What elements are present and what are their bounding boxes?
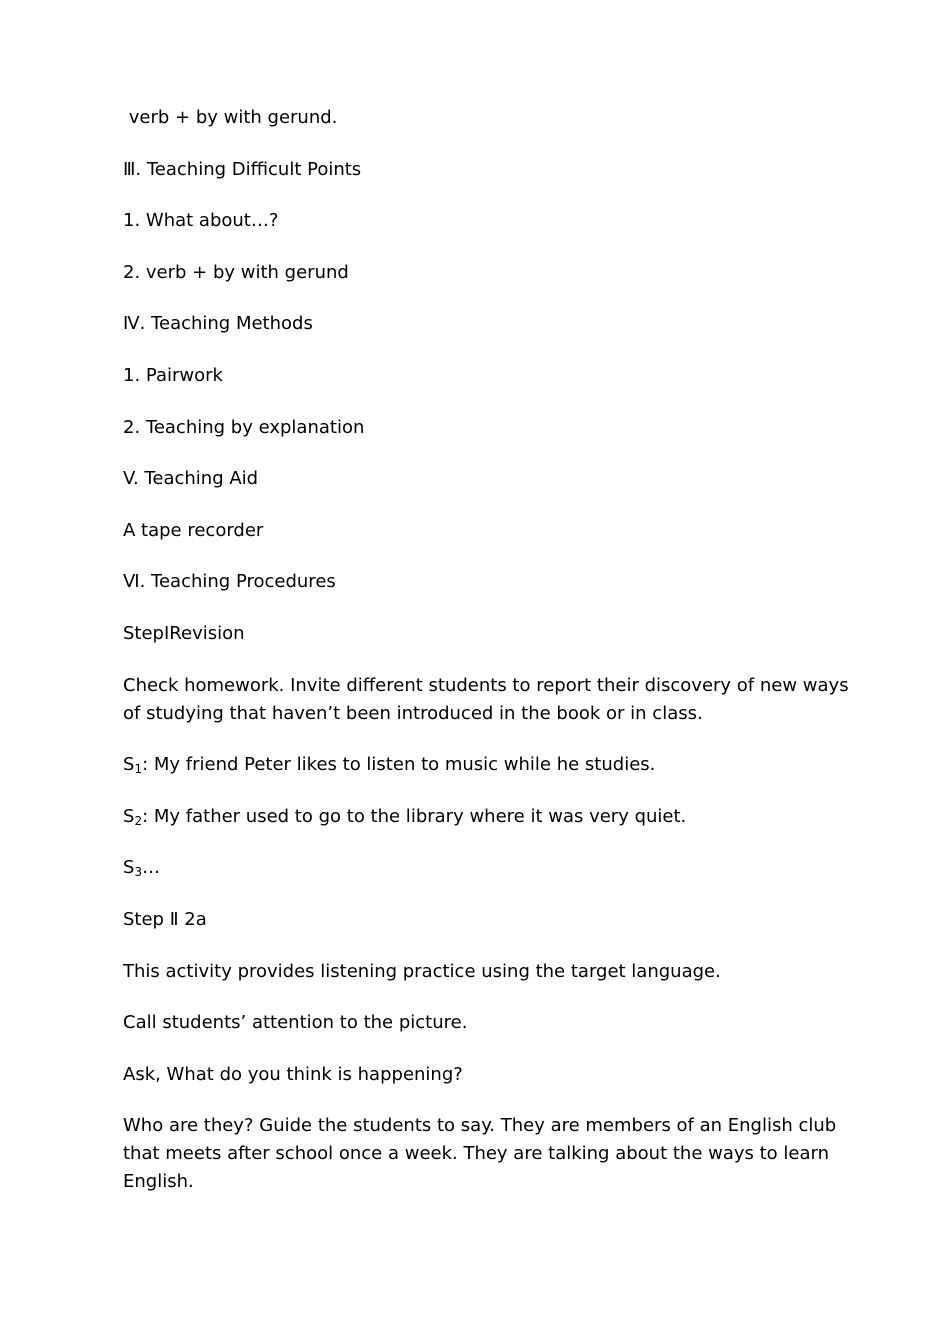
heading-step-2-2a: Step Ⅱ 2a xyxy=(123,908,207,930)
list-item-teaching-by-explanation: 2. Teaching by explanation xyxy=(123,416,365,438)
heading-teaching-procedures: Ⅵ. Teaching Procedures xyxy=(123,571,336,593)
speaker-subscript: 1 xyxy=(134,762,143,777)
dialogue-line-s2 xyxy=(123,803,853,831)
paragraph-tape-recorder: A tape recorder xyxy=(123,519,264,541)
speaker-label: S xyxy=(123,857,135,879)
dialogue-line-s1 xyxy=(123,751,853,779)
speaker-label: S xyxy=(123,805,135,827)
paragraph-attention-picture: Call students’ attention to the picture. xyxy=(123,1012,468,1034)
paragraph-check-homework: Check homework. Invite different students to report their discovery of new ways of studying that haven’t been introduced in the book or in class. xyxy=(123,674,855,724)
speaker-label: S xyxy=(123,754,135,776)
paragraph-gerund-note: verb + by with gerund. xyxy=(123,107,338,128)
heading-step-1-revision: StepⅠRevision xyxy=(123,622,245,644)
paragraph-activity-description: This activity provides listening practice using the target language. xyxy=(123,960,721,982)
dialogue-text: : My friend Peter likes to listen to music while he studies. xyxy=(142,754,656,776)
heading-difficult-points: Ⅲ. Teaching Difficult Points xyxy=(123,158,362,180)
document-page xyxy=(123,104,853,1220)
list-item-pairwork: 1. Pairwork xyxy=(123,364,223,386)
dialogue-text: … xyxy=(142,857,161,879)
dialogue-text: : My father used to go to the library where it was very quiet. xyxy=(142,805,687,827)
list-item-what-about: 1. What about…? xyxy=(123,210,279,232)
speaker-subscript: 2 xyxy=(134,813,143,828)
heading-teaching-methods: Ⅳ. Teaching Methods xyxy=(123,313,313,335)
speaker-subscript: 3 xyxy=(134,865,143,880)
paragraph-english-club: Who are they? Guide the students to say. They are members of an English club that meets after school once a week. They are talking about the ways to learn English. xyxy=(123,1115,842,1193)
dialogue-line-s3 xyxy=(123,854,853,882)
heading-teaching-aid: V. Teaching Aid xyxy=(123,468,259,490)
paragraph-ask-happening: Ask, What do you think is happening? xyxy=(123,1063,463,1085)
list-item-verb-by-gerund: 2. verb + by with gerund xyxy=(123,261,349,283)
